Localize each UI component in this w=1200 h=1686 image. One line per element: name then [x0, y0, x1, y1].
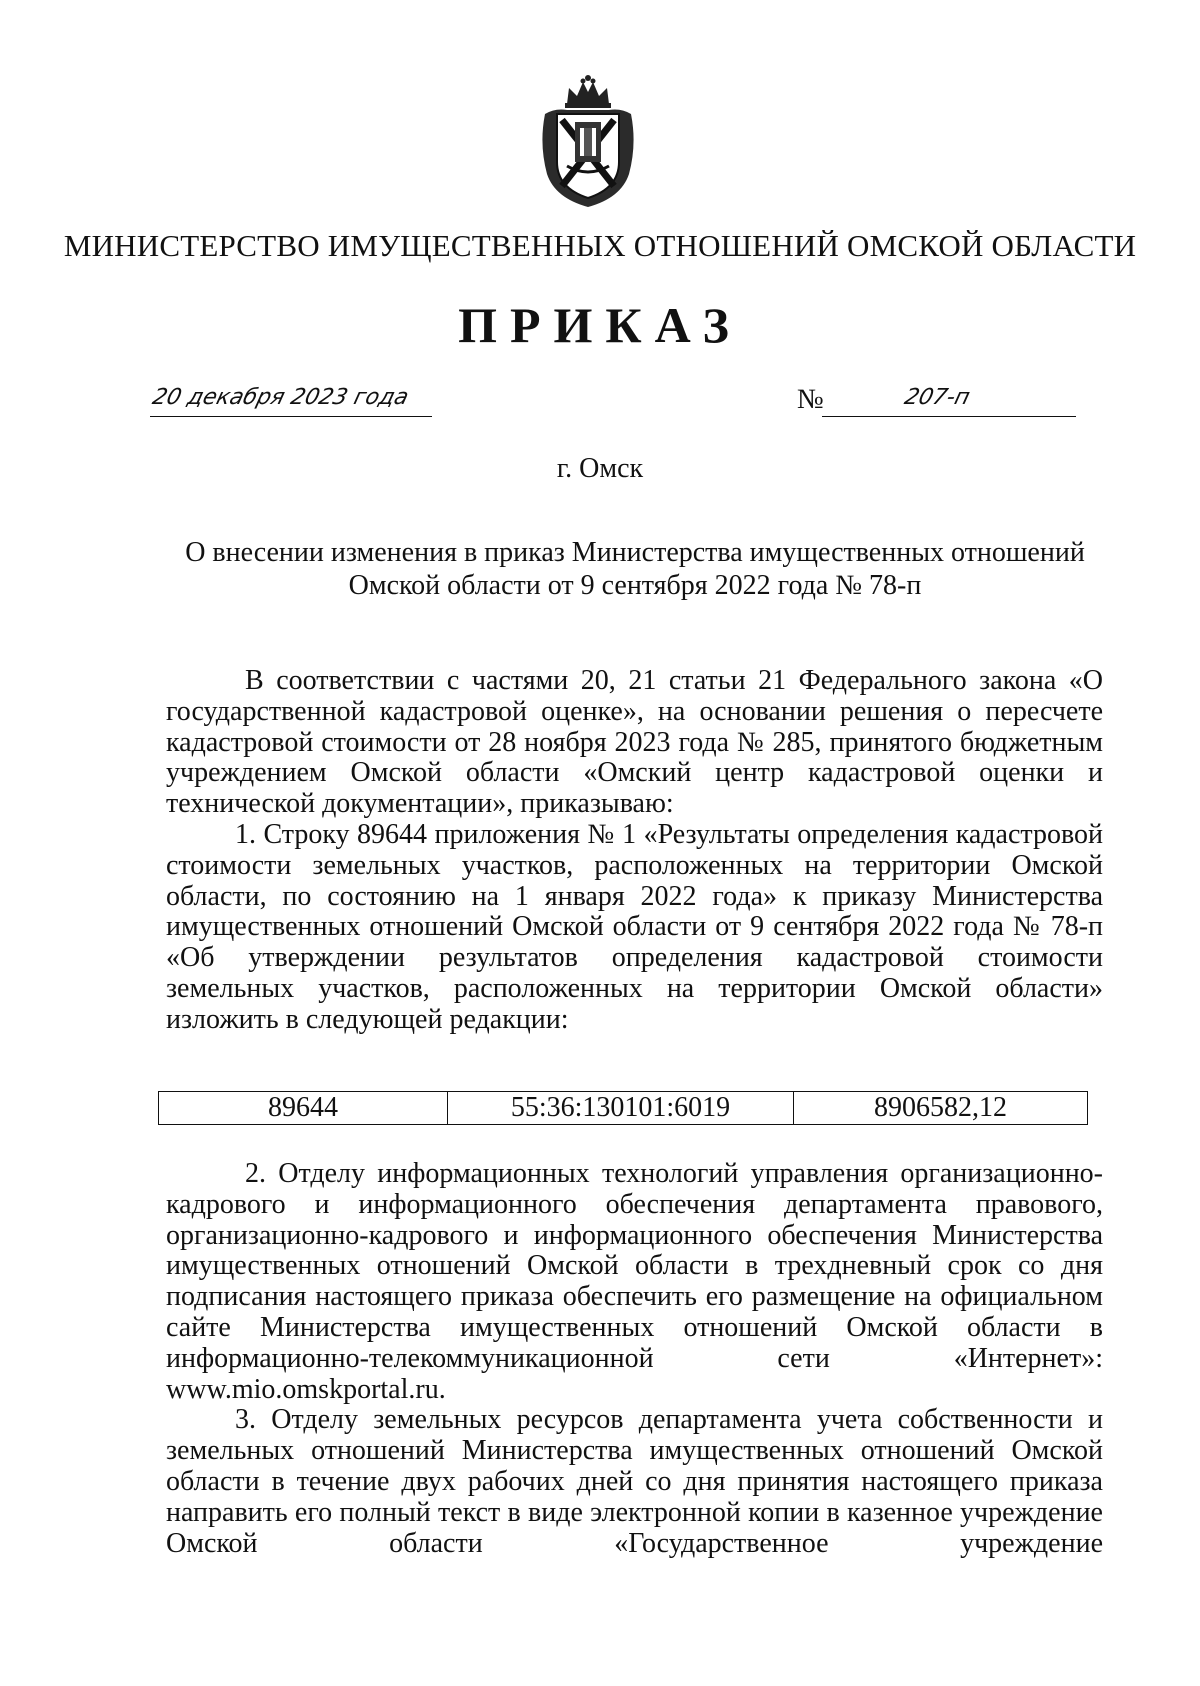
body-section-1: [166, 666, 1103, 1036]
cadastral-value-table: [158, 1091, 1088, 1125]
item-2-paragraph: 2. Отделу информационных технологий управления организационно-кадрового и информационного обеспечения департамента правового, организационно-кадрового и информационного обеспечения Министерства имущественных отношений Омской области в трехдневный срок со дня подписания настоящего приказа обеспечить его размещение на официальном сайте Министерства имущественных отношений Омской области в информационно-телекоммуникационной сети «Интернет»: www.mio.omskportal.ru.: [166, 1158, 1103, 1405]
ministry-name: МИНИСТЕРСТВО ИМУЩЕСТВЕННЫХ ОТНОШЕНИЙ ОМСКОЙ ОБЛАСТИ: [63, 228, 1137, 263]
body-section-2: [166, 1159, 1103, 1559]
item-3-paragraph: 3. Отделу земельных ресурсов департамента учета собственности и земельных отношений Министерства имущественных отношений Омской области в течение двух рабочих дней со дня принятия настоящего приказа направить его полный текст в виде электронной копии в казенное учреждение Омской области «Государственное учреждение: [166, 1404, 1103, 1559]
subject-line-1: О внесении изменения в приказ Министерства имущественных отношений: [185, 537, 1085, 568]
cadastral-value-cell: 8906582,12: [794, 1092, 1088, 1125]
order-subject: [180, 536, 1090, 602]
city: г. Омск: [556, 453, 644, 484]
number-label: №: [797, 384, 824, 415]
coat-of-arms-emblem: [537, 74, 640, 208]
row-number-cell: 89644: [159, 1092, 448, 1125]
preamble-paragraph: В соответствии с частями 20, 21 статьи 21 Федерального закона «О государственной кадастровой оценке», на основании решения о пересчете кадастровой стоимости от 28 ноября 2023 года № 285, принятого бюджетным учреждением Омской области «Омский центр кадастровой оценки и технической документации», приказываю:: [166, 665, 1103, 820]
order-date: 20 декабря 2023 года: [149, 385, 412, 410]
date-underline: [150, 416, 432, 417]
subject-line-2: Омской области от 9 сентября 2022 года № 78-п: [348, 570, 922, 601]
item-1-paragraph: 1. Строку 89644 приложения № 1 «Результаты определения кадастровой стоимости земельных участков, расположенных на территории Омской области, по состоянию на 1 января 2022 года» к приказу Министерства имущественных отношений Омской области от 9 сентября 2022 года № 78-п «Об утверждении результатов определения кадастровой стоимости земельных участков, расположенных на территории Омской области» изложить в следующей редакции:: [166, 818, 1103, 1035]
order-number: 207-п: [901, 385, 973, 410]
cadastral-number-cell: 55:36:130101:6019: [448, 1092, 794, 1125]
number-underline: [822, 416, 1076, 417]
table-row: [159, 1092, 1088, 1125]
document-type-title: ПРИКАЗ: [458, 297, 742, 353]
